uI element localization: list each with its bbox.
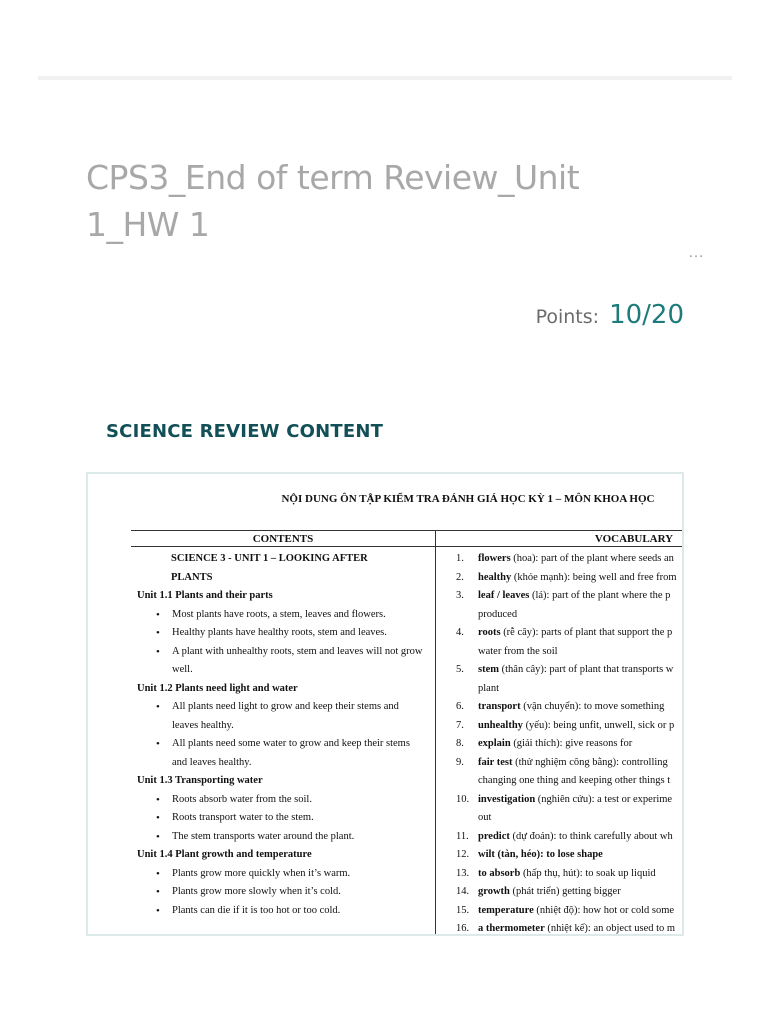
contents-list [131, 547, 435, 920]
vocabulary-number: 14. [456, 886, 470, 897]
vocabulary-definition-continued: plant [478, 682, 499, 694]
contents-unit-heading: Unit 1.4 Plant growth and temperature [137, 849, 312, 860]
contents-bullet: • Plants can die if it is too hot or too cold. [137, 902, 427, 921]
contents-column [131, 547, 436, 937]
vocabulary-term: transport [478, 701, 521, 712]
vocabulary-definition: (thử nghiệm công bằng): controlling [512, 756, 668, 768]
vocabulary-item [456, 828, 684, 847]
vocabulary-number: 1. [456, 553, 464, 564]
vocabulary-term: to absorb [478, 867, 521, 879]
vocabulary-number: 11. [456, 830, 469, 842]
contents-bullet: • Plants grow more slowly when it’s cold. [137, 883, 427, 902]
vocabulary-number: 9. [456, 756, 464, 768]
vocabulary-header: VOCABULARY [436, 531, 685, 547]
vocabulary-item [456, 791, 684, 828]
vocabulary-item [456, 624, 684, 661]
vocabulary-term: roots [478, 627, 501, 638]
vocabulary-number: 10. [456, 793, 470, 805]
vocabulary-term: predict [478, 830, 510, 842]
vocabulary-item [456, 717, 684, 736]
vocabulary-term: unhealthy [478, 719, 523, 731]
vocabulary-item [456, 920, 684, 936]
vocabulary-item [456, 698, 684, 717]
vocabulary-definition: (phát triển) getting bigger [509, 886, 621, 897]
vocabulary-term: a thermometer [478, 923, 545, 934]
contents-title: SCIENCE 3 - UNIT 1 – LOOKING AFTER PLANTS [171, 553, 368, 583]
vocabulary-term: fair test [478, 756, 513, 768]
vocabulary-item [456, 902, 684, 921]
vocabulary-number: 2. [456, 571, 464, 583]
vocabulary-item [456, 865, 684, 884]
vocabulary-number: 6. [456, 701, 464, 712]
contents-bullet: • Roots transport water to the stem. [137, 809, 427, 828]
vocabulary-item [456, 569, 684, 588]
vocabulary-definition-continued: out [478, 812, 492, 823]
contents-unit-heading: Unit 1.2 Plants need light and water [137, 682, 298, 694]
vocabulary-number: 16. [456, 923, 470, 934]
vocabulary-definition-continued: water from the soil [478, 645, 558, 657]
contents-bullet: • Roots absorb water from the soil. [137, 791, 427, 810]
vocabulary-number: 7. [456, 719, 464, 731]
vocabulary-definition: (hoa): part of the plant where seeds an [510, 553, 674, 564]
points-display [536, 300, 684, 330]
contents-unit-heading: Unit 1.3 Transporting water [137, 775, 263, 786]
vocabulary-definition: (rễ cây): parts of plant that support the p [500, 627, 673, 638]
vocabulary-definition: (nhiệt độ): how hot or cold some [533, 904, 675, 916]
vocabulary-term: growth [478, 886, 510, 897]
contents-bullet: • Most plants have roots, a stem, leaves and flowers. [137, 606, 427, 625]
contents-unit-heading: Unit 1.1 Plants and their parts [137, 590, 273, 601]
top-divider [38, 76, 732, 80]
vocabulary-column [436, 547, 685, 937]
contents-bullet: • All plants need light to grow and keep their stems and leaves healthy. [137, 698, 427, 735]
vocabulary-number: 13. [456, 867, 470, 879]
vocabulary-item [456, 846, 684, 865]
review-table [131, 530, 684, 936]
contents-bullet: • A plant with unhealthy roots, stem and leaves will not grow well. [137, 643, 427, 680]
vocabulary-item [456, 587, 684, 624]
contents-bullet: • The stem transports water around the plant. [137, 828, 427, 847]
vocabulary-term: leaf / leaves [478, 590, 530, 601]
document-image [86, 472, 684, 936]
document-page [88, 474, 684, 936]
vocabulary-number: 3. [456, 590, 464, 601]
vocabulary-number: 4. [456, 627, 464, 638]
vocabulary-definition: (giải thích): give reasons for [510, 738, 633, 749]
page-title: CPS3_End of term Review_Unit 1_HW 1 [86, 158, 580, 245]
vocabulary-definition: (thân cây): part of plant that transports w [499, 664, 674, 675]
vocabulary-definition: (dự đoán): to think carefully about wh [509, 830, 673, 842]
section-title: SCIENCE REVIEW CONTENT [106, 421, 384, 442]
vocabulary-definition: (khỏe mạnh): being well and free from [511, 571, 677, 583]
vocabulary-definition: (nhiệt kế): an object used to m [544, 923, 676, 934]
vocabulary-definition: (lá): part of the plant where the p [529, 590, 671, 601]
points-label: Points: [535, 306, 600, 328]
vocabulary-definition: (nghiên cứu): a test or experime [535, 793, 673, 805]
vocabulary-item [456, 550, 684, 569]
vocabulary-term: temperature [478, 904, 534, 916]
vocabulary-term: stem [478, 664, 499, 675]
vocabulary-term: investigation [478, 793, 536, 805]
vocabulary-definition-continued: produced [478, 608, 518, 620]
vocabulary-item [456, 883, 684, 902]
document-heading: NỘI DUNG ÔN TẬP KIỂM TRA ĐÁNH GIÁ HỌC KỲ 1 – MÔN KHOA HỌC [281, 493, 655, 505]
vocabulary-definition: (yếu): being unfit, unwell, sick or p [522, 719, 675, 731]
vocabulary-list [436, 547, 684, 936]
vocabulary-definition: (vận chuyển): to move something [520, 701, 665, 712]
contents-bullet: • Healthy plants have healthy roots, stem and leaves. [137, 624, 427, 643]
contents-bullet: • All plants need some water to grow and keep their stems and leaves healthy. [137, 735, 427, 772]
vocabulary-item [456, 661, 684, 698]
vocabulary-term: explain [478, 738, 511, 749]
vocabulary-number: 5. [456, 664, 464, 675]
contents-bullet: • Plants grow more quickly when it’s warm. [137, 865, 427, 884]
vocabulary-item [456, 754, 684, 791]
vocabulary-item [456, 735, 684, 754]
contents-header: CONTENTS [131, 531, 436, 547]
vocabulary-term: wilt (tàn, héo): to lose shape [478, 849, 603, 860]
more-horizontal-icon[interactable]: … [688, 244, 705, 261]
vocabulary-definition-continued: changing one thing and keeping other things t [478, 775, 671, 786]
vocabulary-definition: (hấp thụ, hút): to soak up liquid [520, 867, 656, 879]
vocabulary-term: flowers [478, 553, 511, 564]
vocabulary-number: 8. [456, 738, 464, 749]
vocabulary-term: healthy [478, 571, 512, 583]
vocabulary-number: 12. [456, 849, 470, 860]
vocabulary-number: 15. [456, 904, 470, 916]
points-value: 10/20 [609, 300, 684, 330]
